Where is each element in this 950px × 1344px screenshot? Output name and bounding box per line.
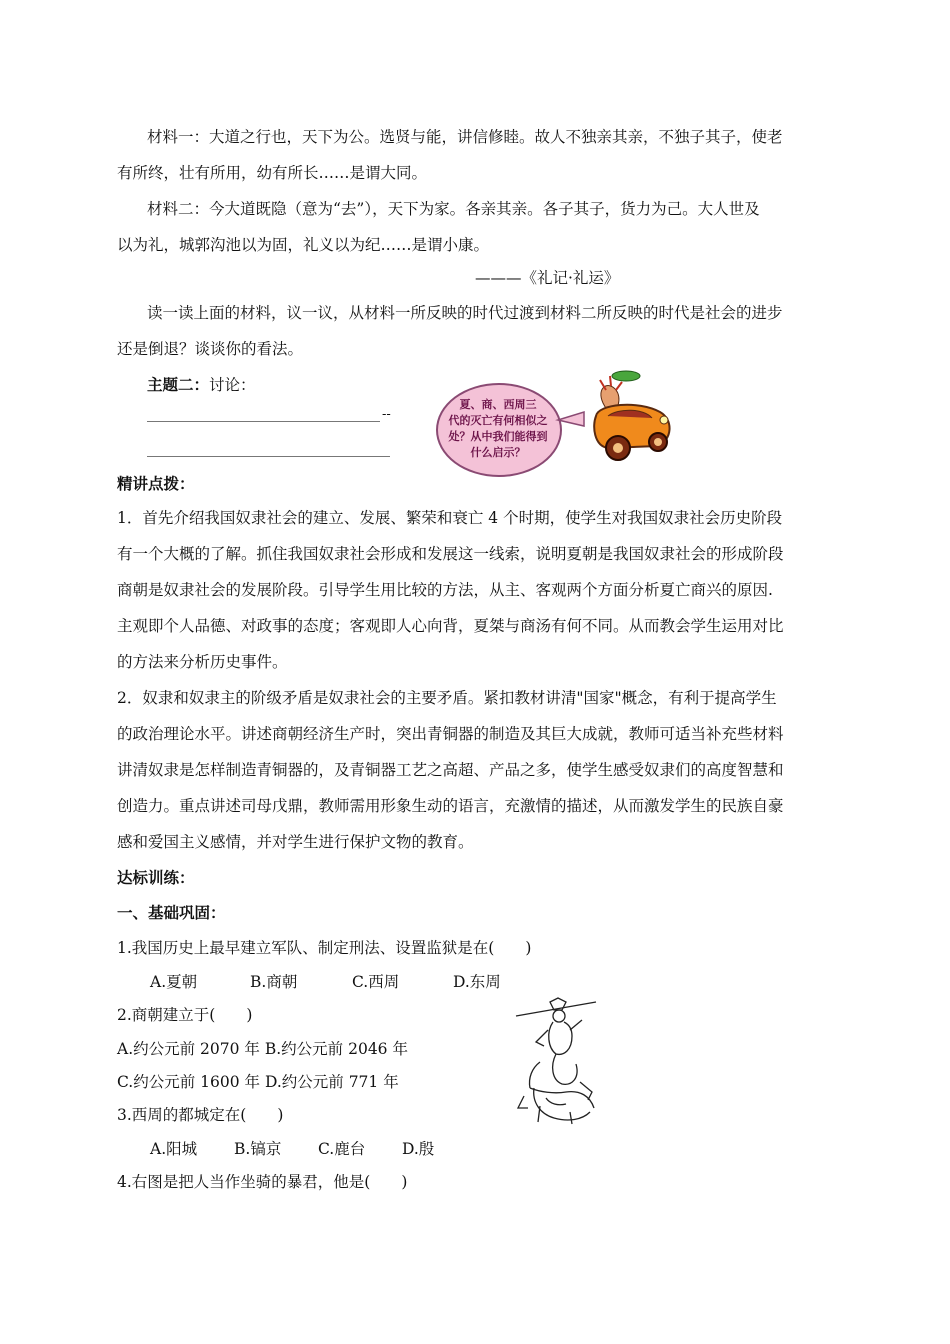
cartoon-car-icon bbox=[548, 368, 688, 468]
bubble-line: 夏、商、西周三 bbox=[459, 398, 537, 411]
answer-dash: -- bbox=[382, 407, 391, 422]
material-one-line1: 材料一：大道之行也，天下为公。选贤与能，讲信修睦。故人不独亲其亲，不独子其子，使老 bbox=[147, 128, 783, 146]
q3-option: D.殷 bbox=[402, 1140, 435, 1158]
bubble-line: 什么启示？ bbox=[470, 446, 526, 459]
question-line2: 还是倒退？谈谈你的看法。 bbox=[117, 340, 304, 358]
topic-two-label: 主题二： bbox=[147, 376, 210, 394]
jingjiang-line: 主观即个人品德、对政事的态度；客观即人心向背，夏桀与商汤有何不同。从而教会学生运用对比 bbox=[117, 617, 784, 635]
question-2: 2.商朝建立于( ) bbox=[117, 1006, 253, 1024]
jingjiang-line: 创造力。重点讲述司母戊鼎，教师需用形象生动的语言，充激情的描述，从而激发学生的民族自豪 bbox=[117, 797, 784, 815]
q2-options-line1: A.约公元前 2070 年 B.约公元前 2046 年 bbox=[117, 1040, 408, 1058]
topic-two bbox=[147, 375, 256, 395]
training-heading: 达标训练： bbox=[117, 869, 195, 887]
q3-option: B.镐京 bbox=[234, 1140, 282, 1158]
speech-bubble-text bbox=[444, 397, 552, 461]
q1-option: C.西周 bbox=[352, 973, 400, 991]
jingjiang-line: 1．首先介绍我国奴隶社会的建立、发展、繁荣和衰亡 4 个时期，使学生对我国奴隶社会历史阶段 bbox=[117, 509, 783, 527]
topic-two-text: 讨论： bbox=[209, 376, 256, 394]
q1-option: D.东周 bbox=[453, 973, 501, 991]
material-two-line2: 以为礼，城郭沟池以为固，礼义以为纪……是谓小康。 bbox=[117, 236, 490, 254]
jingjiang-line: 感和爱国主义感情，并对学生进行保护文物的教育。 bbox=[117, 833, 474, 851]
jingjiang-line: 有一个大概的了解。抓住我国奴隶社会形成和发展这一线索，说明夏朝是我国奴隶社会的形成阶段 bbox=[117, 545, 784, 563]
bubble-line: 代的灭亡有何相似之 bbox=[448, 414, 548, 427]
q2-options-line2: C.约公元前 1600 年 D.约公元前 771 年 bbox=[117, 1073, 399, 1091]
answer-line-1 bbox=[147, 421, 380, 422]
jingjiang-line: 讲清奴隶是怎样制造青铜器的，及青铜器工艺之高超、产品之多，使学生感受奴隶们的高度智慧和 bbox=[117, 761, 784, 779]
material-two-line1: 材料二：今大道既隐（意为“去”），天下为家。各亲其亲。各子其子，货力为己。大人世及 bbox=[147, 200, 760, 218]
training-subheading: 一、基础巩固： bbox=[117, 904, 226, 922]
q3-option: A.阳城 bbox=[150, 1140, 198, 1158]
q1-option: B.商朝 bbox=[250, 973, 298, 991]
tyrant-riding-person-icon bbox=[510, 996, 602, 1128]
jingjiang-line: 2．奴隶和奴隶主的阶级矛盾是奴隶社会的主要矛盾。紧扣教材讲清"国家"概念，有利于提高学生 bbox=[117, 689, 777, 707]
jingjiang-line: 的方法来分析历史事件。 bbox=[117, 653, 288, 671]
jingjiang-line: 的政治理论水平。讲述商朝经济生产时，突出青铜器的制造及其巨大成就，教师可适当补充些材料 bbox=[117, 725, 784, 743]
jingjiang-heading: 精讲点拨： bbox=[117, 475, 195, 493]
question-line1: 读一读上面的材料，议一议，从材料一所反映的时代过渡到材料二所反映的时代是社会的进步 bbox=[147, 304, 783, 322]
jingjiang-line: 商朝是奴隶社会的发展阶段。引导学生用比较的方法，从主、客观两个方面分析夏亡商兴的原因. bbox=[117, 581, 773, 599]
question-1: 1.我国历史上最早建立军队、制定刑法、设置监狱是在( ) bbox=[117, 939, 532, 957]
answer-line-2 bbox=[147, 456, 390, 457]
source-citation: ———《礼记·礼运》 bbox=[475, 269, 620, 287]
q1-option: A.夏朝 bbox=[150, 973, 198, 991]
q3-option: C.鹿台 bbox=[318, 1140, 366, 1158]
material-one-line2: 有所终，壮有所用，幼有所长……是谓大同。 bbox=[117, 164, 428, 182]
question-3: 3.西周的都城定在( ) bbox=[117, 1106, 284, 1124]
question-4: 4.右图是把人当作坐骑的暴君，他是( ) bbox=[117, 1173, 408, 1191]
bubble-line: 处？从中我们能得到 bbox=[448, 430, 548, 443]
